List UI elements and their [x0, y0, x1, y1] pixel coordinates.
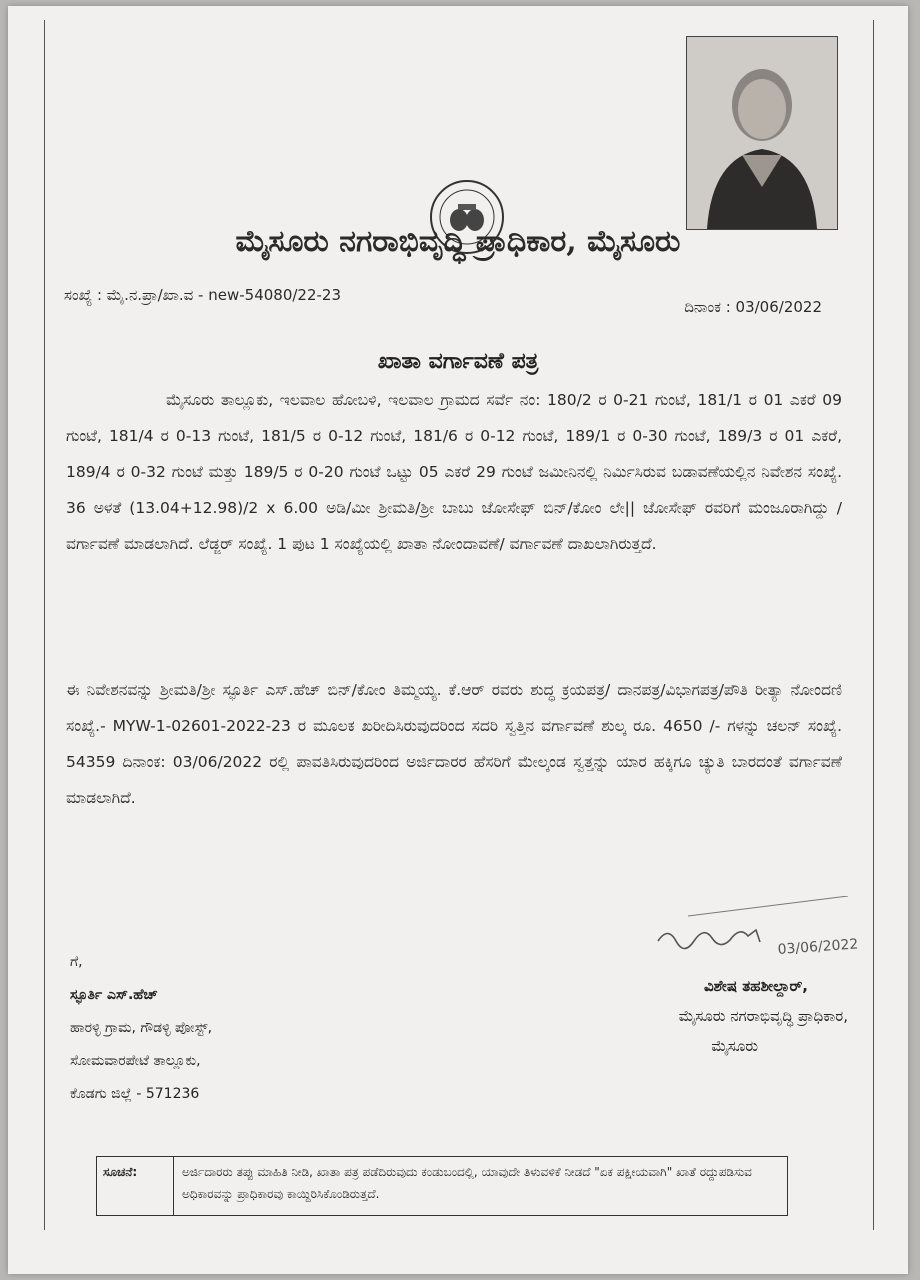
recipient-to: ಗೆ, — [70, 954, 83, 970]
signatory-block — [568, 971, 848, 1061]
org-title: ಮೈಸೂರು ನಗರಾಭಿವೃದ್ಧಿ ಪ್ರಾಧಿಕಾರ, ಮೈಸೂರು — [235, 224, 681, 259]
reference-number: ಸಂಖ್ಯೆ : ಮೈ.ನ.ಪ್ರಾ/ಖಾ.ವ - new-54080/22-23 — [64, 286, 342, 304]
document-page — [8, 6, 908, 1274]
document-heading: ಖಾತಾ ವರ್ಗಾವಣೆ ಪತ್ರ — [377, 348, 539, 374]
person-photo-icon — [687, 37, 837, 229]
recipient-name: ಸ್ಫೂರ್ತಿ ಎಸ್.ಹೆಚ್ — [70, 987, 158, 1003]
notice-label: ಸೂಚನೆ: — [97, 1157, 174, 1215]
recipient-address — [70, 946, 212, 1111]
signatory-org-line1: ಮೈಸೂರು ನಗರಾಭಿವೃದ್ಧಿ ಪ್ರಾಧಿಕಾರ, — [678, 1007, 848, 1025]
recipient-line1: ಹಾರಳ್ಳಿ ಗ್ರಾಮ, ಗೌಡಳ್ಳಿ ಪೋಸ್ಟ್, — [70, 1020, 213, 1036]
recipient-line2: ಸೋಮವಾರಪೇಟೆ ತಾಲ್ಲೂಕು, — [70, 1053, 201, 1069]
recipient-line3: ಕೊಡಗು ಜಿಲ್ಲೆ - 571236 — [70, 1086, 200, 1102]
issue-date: ದಿನಾಂಕ : 03/06/2022 — [684, 298, 822, 316]
signatory-designation: ವಿಶೇಷ ತಹಶೀಲ್ದಾರ್, — [704, 977, 808, 995]
paragraph-transfer-details: ಈ ನಿವೇಶನವನ್ನು ಶ್ರೀಮತಿ/ಶ್ರೀ ಸ್ಫೂರ್ತಿ ಎಸ್.ಹೆಚ್ ಬಿನ್/ಕೋಂ ತಿಮ್ಮಯ್ಯ. ಕೆ.ಆರ್ ರವರು ಶುದ್ಧ ಕ್ರಯಪತ್ರ/ ದಾನಪತ್ರ/ವಿಭಾಗಪತ್ರ/ಪೌತಿ ರೀತ್ಯಾ ನೋಂದಣಿ ಸಂಖ್ಯೆ.- MYW-1-02601-2022-23 ರ ಮೂಲಕ ಖರೀದಿಸಿರುವುದರಿಂದ ಸದರಿ ಸ್ವತ್ತಿನ ವರ್ಗಾವಣೆ ಶುಲ್ಕ ರೂ. 4650 /- ಗಳನ್ನು ಚಲನ್ ಸಂಖ್ಯೆ. 54359 ದಿನಾಂಕ: 03/06/2022 ರಲ್ಲಿ ಪಾವತಿಸಿರುವುದರಿಂದ ಅರ್ಜಿದಾರರ ಹೆಸರಿಗೆ ಮೇಲ್ಕಂಡ ಸ್ವತ್ತನ್ನು ಯಾರ ಹಕ್ಕಿಗೂ ಚ್ಯುತಿ ಬಾರದಂತೆ ವರ್ಗಾವಣೆ ಮಾಡಲಾಗಿದೆ. — [66, 681, 842, 807]
applicant-photo — [686, 36, 838, 230]
handwritten-date: 03/06/2022 — [777, 936, 859, 958]
notice-box — [96, 1156, 788, 1216]
notice-text: ಅರ್ಜಿದಾರರು ತಪ್ಪು ಮಾಹಿತಿ ನೀಡಿ, ಖಾತಾ ಪತ್ರ ಪಡೆದಿರುವುದು ಕಂಡುಬಂದಲ್ಲಿ, ಯಾವುದೇ ತಿಳುವಳಿಕೆ ನೀಡದೆ "ಏಕ ಪಕ್ಷೀಯವಾಗಿ" ಖಾತೆ ರದ್ದುಪಡಿಸುವ ಅಧಿಕಾರವನ್ನು ಪ್ರಾಧಿಕಾರವು ಕಾಯ್ದಿರಿಸಿಕೊಂಡಿರುತ್ತದೆ. — [182, 1165, 752, 1201]
handwritten-signature — [648, 896, 868, 976]
paragraph-property-details: ಮೈಸೂರು ತಾಲ್ಲೂಕು, ಇಲವಾಲ ಹೋಬಳಿ, ಇಲವಾಲ ಗ್ರಾಮದ ಸರ್ವೆ ನಂ: 180/2 ರ 0-21 ಗುಂಟೆ, 181/1 ರ 01 ಎಕರೆ 09 ಗುಂಟೆ, 181/4 ರ 0-13 ಗುಂಟೆ, 181/5 ರ 0-12 ಗುಂಟೆ, 181/6 ರ 0-12 ಗುಂಟೆ, 189/1 ರ 0-30 ಗುಂಟೆ, 189/3 ರ 01 ಎಕರೆ, 189/4 ರ 0-32 ಗುಂಟೆ ಮತ್ತು 189/5 ರ 0-20 ಗುಂಟೆ ಒಟ್ಟು 05 ಎಕರೆ 29 ಗುಂಟೆ ಜಮೀನಿನಲ್ಲಿ ನಿರ್ಮಿಸಿರುವ ಬಡಾವಣೆಯಲ್ಲಿನ ನಿವೇಶನ ಸಂಖ್ಯೆ. 36 ಅಳತೆ (13.04+12.98)/2 x 6.00 ಅಡಿ/ಮೀ ಶ್ರೀಮತಿ/ಶ್ರೀ ಬಾಬು ಜೋಸೇಫ್ ಬಿನ್/ಕೋಂ ಲೇ|| ಜೋಸೇಫ್ ರವರಿಗೆ ಮಂಜೂರಾಗಿದ್ದು / ವರ್ಗಾವಣೆ ಮಾಡಲಾಗಿದೆ. ಲೆಡ್ಜರ್ ಸಂಖ್ಯೆ. 1 ಪುಟ 1 ಸಂಖ್ಯೆಯಲ್ಲಿ ಖಾತಾ ನೋಂದಾವಣೆ/ ವರ್ಗಾವಣೆ ದಾಖಲಾಗಿರುತ್ತದೆ. — [66, 391, 842, 553]
signature-icon — [648, 896, 868, 976]
signatory-org-line2: ಮೈಸೂರು — [711, 1037, 758, 1055]
